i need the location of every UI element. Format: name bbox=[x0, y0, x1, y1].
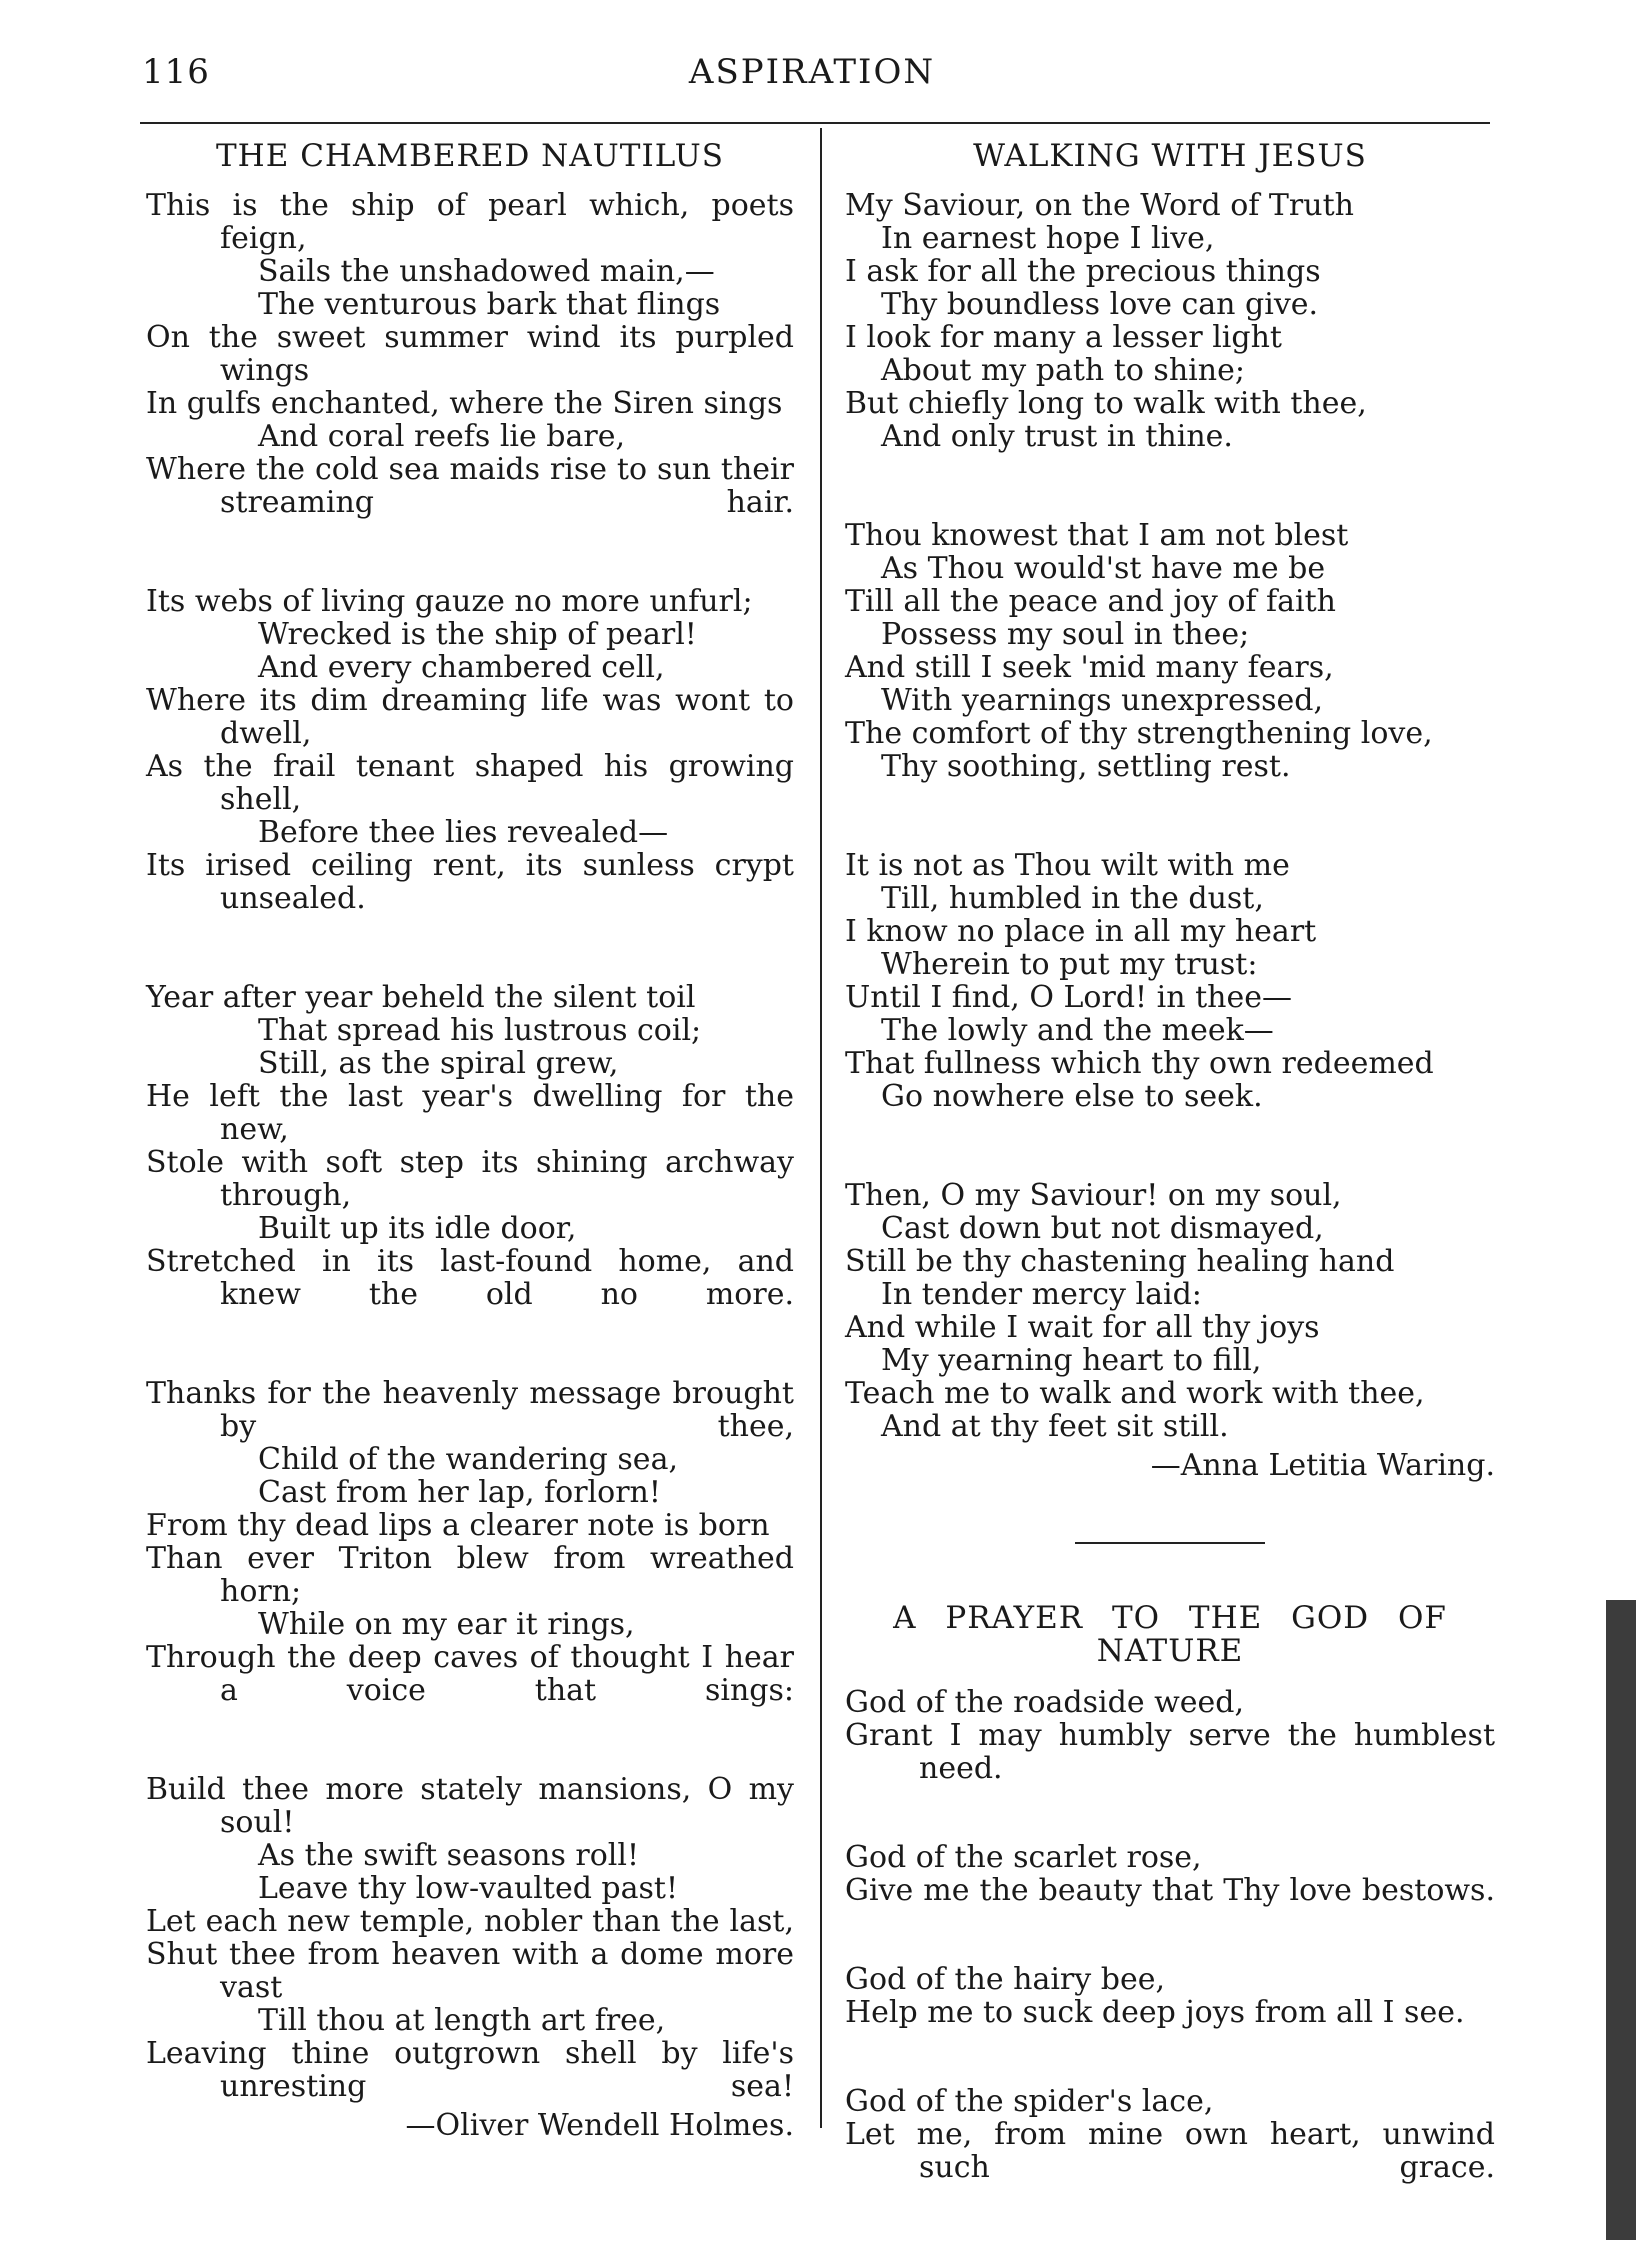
stanza bbox=[845, 1841, 1495, 1907]
poem-line: Built up its idle door, bbox=[258, 1211, 577, 1246]
poem-line: Sails the unshadowed main,— bbox=[258, 254, 715, 289]
stanza bbox=[845, 1686, 1495, 1785]
poem-line: Let each new temple, nobler than the last, bbox=[146, 1904, 794, 1939]
poem-line: That fullness which thy own redeemed bbox=[845, 1046, 1434, 1081]
poem-title bbox=[845, 1602, 1495, 1668]
poem-line: I ask for all the precious things bbox=[845, 254, 1321, 289]
poem-line: He left the last year's dwelling for the new, bbox=[146, 1079, 794, 1147]
poem-line: Till all the peace and joy of faith bbox=[845, 584, 1337, 619]
poem-line: Thy soothing, settling rest. bbox=[881, 749, 1291, 784]
poem-line: Go nowhere else to seek. bbox=[881, 1079, 1263, 1114]
right-column bbox=[845, 140, 1495, 2184]
poem-line: My yearning heart to fill, bbox=[881, 1343, 1262, 1378]
poem-line: Still, as the spiral grew, bbox=[258, 1046, 619, 1081]
poem-line: God of the spider's lace, bbox=[845, 2084, 1214, 2119]
poem-line: Thy boundless love can give. bbox=[881, 287, 1319, 322]
poem-line: And still I seek 'mid many fears, bbox=[845, 650, 1334, 685]
poem-line: God of the hairy bee, bbox=[845, 1962, 1166, 1997]
poem-line: As Thou would'st have me be bbox=[881, 551, 1326, 586]
stanza bbox=[845, 519, 1495, 783]
poem-line: From thy dead lips a clearer note is born bbox=[146, 1508, 770, 1543]
poem-line: My Saviour, on the Word of Truth bbox=[845, 188, 1354, 223]
poem-line: Stretched in its last-found home, and knew the old no more. bbox=[146, 1244, 794, 1312]
poem-line: It is not as Thou wilt with me bbox=[845, 848, 1290, 883]
poem-line: On the sweet summer wind its purpled wings bbox=[146, 320, 794, 388]
page-number: 116 bbox=[142, 52, 210, 92]
poem-line: But chiefly long to walk with thee, bbox=[845, 386, 1367, 421]
poem-line: Thanks for the heavenly message brought by thee, bbox=[146, 1376, 794, 1444]
poem-line: God of the scarlet rose, bbox=[845, 1840, 1202, 1875]
stanza bbox=[845, 1179, 1495, 1443]
poem-line: Where the cold sea maids rise to sun their streaming hair. bbox=[146, 452, 794, 520]
poem-line: Till thou at length art free, bbox=[258, 2003, 666, 2038]
stanza bbox=[146, 585, 794, 915]
poem-line: Wrecked is the ship of pearl! bbox=[258, 617, 697, 652]
poem-line: And at thy feet sit still. bbox=[881, 1409, 1229, 1444]
poem-line: Through the deep caves of thought I hear a voice that sings: bbox=[146, 1640, 794, 1708]
poem-line: And coral reefs lie bare, bbox=[258, 419, 626, 454]
poem-line: While on my ear it rings, bbox=[258, 1607, 635, 1642]
poem-line: I look for many a lesser light bbox=[845, 320, 1282, 355]
poem-line: Teach me to walk and work with thee, bbox=[845, 1376, 1425, 1411]
poem-line: Then, O my Saviour! on my soul, bbox=[845, 1178, 1342, 1213]
poem-line: Possess my soul in thee; bbox=[881, 617, 1250, 652]
left-column bbox=[146, 140, 794, 2202]
stanza bbox=[146, 981, 794, 1311]
poem-line: Stole with soft step its shining archway through, bbox=[146, 1145, 794, 1213]
poem-line: That spread his lustrous coil; bbox=[258, 1013, 702, 1048]
stanza bbox=[146, 1773, 794, 2103]
poem-line: Cast from her lap, forlorn! bbox=[258, 1475, 661, 1510]
poem-line: Than ever Triton blew from wreathed horn; bbox=[146, 1541, 794, 1609]
poem-line: Leave thy low-vaulted past! bbox=[258, 1871, 679, 1906]
poem-line: And while I wait for all thy joys bbox=[845, 1310, 1320, 1345]
running-title: ASPIRATION bbox=[688, 52, 936, 92]
stanza bbox=[146, 189, 794, 519]
poem-title: THE CHAMBERED NAUTILUS bbox=[216, 138, 724, 174]
poem-line: In earnest hope I live, bbox=[881, 221, 1215, 256]
poem-line: Wherein to put my trust: bbox=[881, 947, 1258, 982]
page-header bbox=[142, 52, 1482, 108]
poem-line: Still be thy chastening healing hand bbox=[845, 1244, 1395, 1279]
poem-line: About my path to shine; bbox=[881, 353, 1245, 388]
poem-line: Before thee lies revealed— bbox=[258, 815, 669, 850]
poem-line: Grant I may humbly serve the humblest need. bbox=[845, 1718, 1495, 1786]
poem-line: God of the roadside weed, bbox=[845, 1685, 1245, 1720]
poem-line: Let me, from mine own heart, unwind such grace. bbox=[845, 2117, 1495, 2185]
stanza bbox=[845, 2085, 1495, 2184]
poem-line: Leaving thine outgrown shell by life's unresting sea! bbox=[146, 2036, 794, 2104]
poem-line: The venturous bark that flings bbox=[258, 287, 721, 322]
poem-line: Year after year beheld the silent toil bbox=[146, 980, 696, 1015]
poem-line: As the swift seasons roll! bbox=[258, 1838, 640, 1873]
stanza bbox=[146, 1377, 794, 1707]
poem-line: The comfort of thy strengthening love, bbox=[845, 716, 1433, 751]
poem-line: Cast down but not dismayed, bbox=[881, 1211, 1324, 1246]
poem-line: With yearnings unexpressed, bbox=[881, 683, 1324, 718]
poem-line: As the frail tenant shaped his growing shell, bbox=[146, 749, 794, 817]
poem-line: Thou knowest that I am not blest bbox=[845, 518, 1349, 553]
poem-line: Its webs of living gauze no more unfurl; bbox=[146, 584, 753, 619]
poem-line: In gulfs enchanted, where the Siren sings bbox=[146, 386, 783, 421]
poem-line: Shut thee from heaven with a dome more vast bbox=[146, 1937, 794, 2005]
stanza bbox=[845, 849, 1495, 1113]
poem-line: This is the ship of pearl which, poets feign, bbox=[146, 188, 794, 256]
header-rule bbox=[140, 122, 1490, 124]
section-divider bbox=[1075, 1542, 1265, 1544]
poem-line: And every chambered cell, bbox=[258, 650, 665, 685]
poem-line: Till, humbled in the dust, bbox=[881, 881, 1264, 916]
poem-line: And only trust in thine. bbox=[881, 419, 1233, 454]
attribution: —Anna Letitia Waring. bbox=[1150, 1448, 1495, 1483]
attribution: —Oliver Wendell Holmes. bbox=[405, 2108, 794, 2143]
stanza bbox=[845, 1963, 1495, 2029]
poem-line: Where its dim dreaming life was wont to dwell, bbox=[146, 683, 794, 751]
column-divider bbox=[820, 128, 822, 2128]
poem-line: Child of the wandering sea, bbox=[258, 1442, 678, 1477]
poem-line: Until I find, O Lord! in thee— bbox=[845, 980, 1292, 1015]
poem-title-line: A PRAYER TO THE GOD OF bbox=[893, 1600, 1447, 1636]
stanza bbox=[845, 189, 1495, 453]
poem-line: Give me the beauty that Thy love bestows. bbox=[845, 1873, 1495, 1908]
poem-line: Help me to suck deep joys from all I see. bbox=[845, 1995, 1465, 2030]
page-edge-shadow bbox=[1606, 1600, 1636, 2240]
poem-line: Build thee more stately mansions, O my soul! bbox=[146, 1772, 794, 1840]
poem-title: WALKING WITH JESUS bbox=[973, 138, 1367, 174]
poem-title-line: NATURE bbox=[1096, 1633, 1244, 1669]
poem-line: I know no place in all my heart bbox=[845, 914, 1317, 949]
poem-line: Its irised ceiling rent, its sunless crypt unsealed. bbox=[146, 848, 794, 916]
poem-line: In tender mercy laid: bbox=[881, 1277, 1202, 1312]
poem-line: The lowly and the meek— bbox=[881, 1013, 1274, 1048]
